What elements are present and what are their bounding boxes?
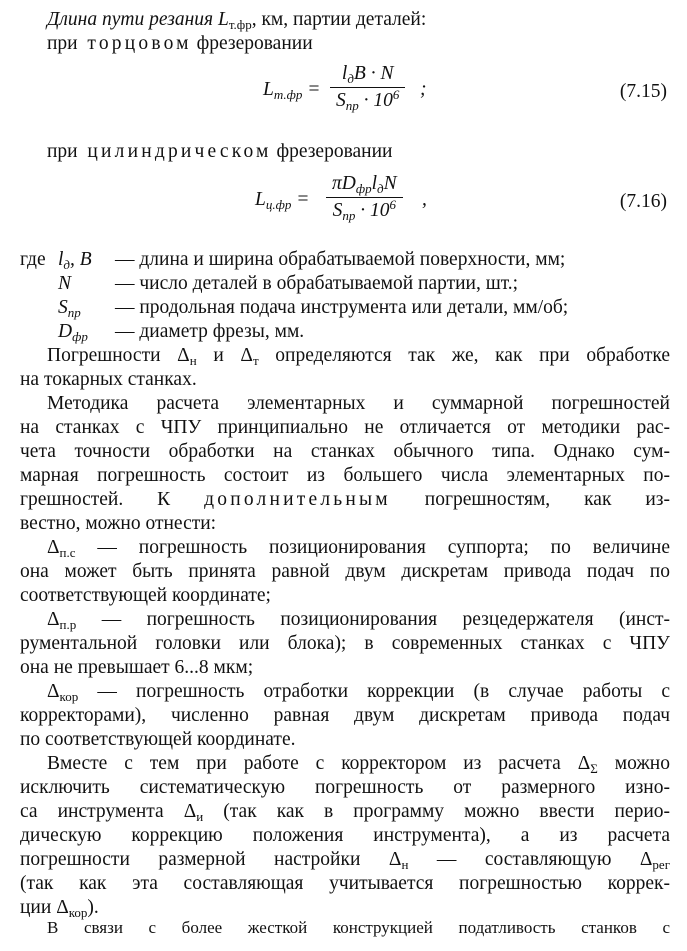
- item-positioning-holder: $\Delta_{п.р}$ — погрешность позиционирования резцедержателя (инст-: [47, 609, 670, 632]
- para3-line7: ции $\Delta_{кор}$).: [20, 897, 99, 920]
- item-positioning-support: $\Delta_{п.с}$ — погрешность позиционирования суппорта; по величине: [47, 537, 670, 560]
- para1-line1: Погрешности $\Delta_н$ и $\Delta_т$ определяются так же, как при обработке: [47, 345, 670, 368]
- para3-line3: са инструмента $\Delta_и$ (так как в программу можно ввести перио-: [20, 801, 670, 824]
- para1-line2: на токарных станках.: [20, 369, 197, 390]
- para3-line1: Вместе с тем при работе с корректором из расчета $\Delta_\Sigma$ можно: [47, 753, 670, 776]
- intro-face-milling: при торцовом фрезеровании: [47, 33, 313, 54]
- item-correction: $\Delta_{кор}$ — погрешность отработки коррекции (в случае работы с: [47, 681, 670, 704]
- intro-heading: Длина пути резания $L_{т.фр}$, км, партии деталей:: [47, 9, 427, 32]
- para2-line5: грешностей. К дополнительным погрешностям, как из-: [20, 489, 670, 510]
- document-page: Длина пути резания $L_{т.фр}$, км, партии деталей: при торцовом фрезеровании $L_{т.фр}$ = $l_дB \cdot N$ $S_{пр} \cdot 10^6$ ; (7.15) при цилиндрическом фрезеровании $L_{ц.фр}$ = $\pi D_{фр}l_дN$ $S_{пр} \cdot 10^6$ , (7.16) где $l_д$, B — длина и ширина обрабатываемой поверхности, мм; N — число деталей в обрабатываемой партии, шт.; $S_{пр}$ — продольная подача инструмента или детали, мм/об; $D_{фр}$ — диаметр фрезы, мм. Погрешности $\Delta_н$ и $\Delta_т$ определяются так же, как при обработке на токарных станках. Методика расчета элементарных и суммарной погрешностей на станках с ЧПУ принципиально не отличается от методики рас- чета точности обработки на станках обычного типа. Однако сум- марная погрешность состоит из большего числа элементарных по- грешностей. К дополнительным погрешностям, как из- вестно, можно отнести: $\Delta_{п.с}$ — погрешность позиционирования суппорта; по величине она может быть принята равной двум дискретам привода подач по соответствующей координате; $\Delta_{п.р}$ — погрешность позиционирования резцедержателя (инст- рументальной головки или блока); в современных станках с ЧПУ она не превышает 6...8 мкм; $\Delta_{кор}$ — погрешность отработки коррекции (в случае работы с корректорами), численно равная двум дискретам привода подач по соответствующей координате. Вместе с тем при работе с корректором из расчета $\Delta_\Sigma$ можно исключить систематическую погрешность от размерного изно- са инструмента $\Delta_и$ (так как в программу можно ввести перио- дическую коррекцию положения инструмента), а из расчета погрешности размерной настройки $\Delta_н$ — составляющую $\Delta_{рег}$ (так как эта составляющая учитывается погрешностью коррек- ции $\Delta_{кор}$). В связи с более жесткой конструкцией податливость станков с: [20, 9, 671, 937]
- equation-number: (7.16): [619, 191, 667, 212]
- para3-line5: погрешности размерной настройки $\Delta_н$ — составляющую $\Delta_{рег}$: [20, 849, 671, 872]
- equation-number: (7.15): [619, 81, 667, 102]
- intro-cyl-milling: при цилиндрическом фрезеровании: [47, 141, 393, 162]
